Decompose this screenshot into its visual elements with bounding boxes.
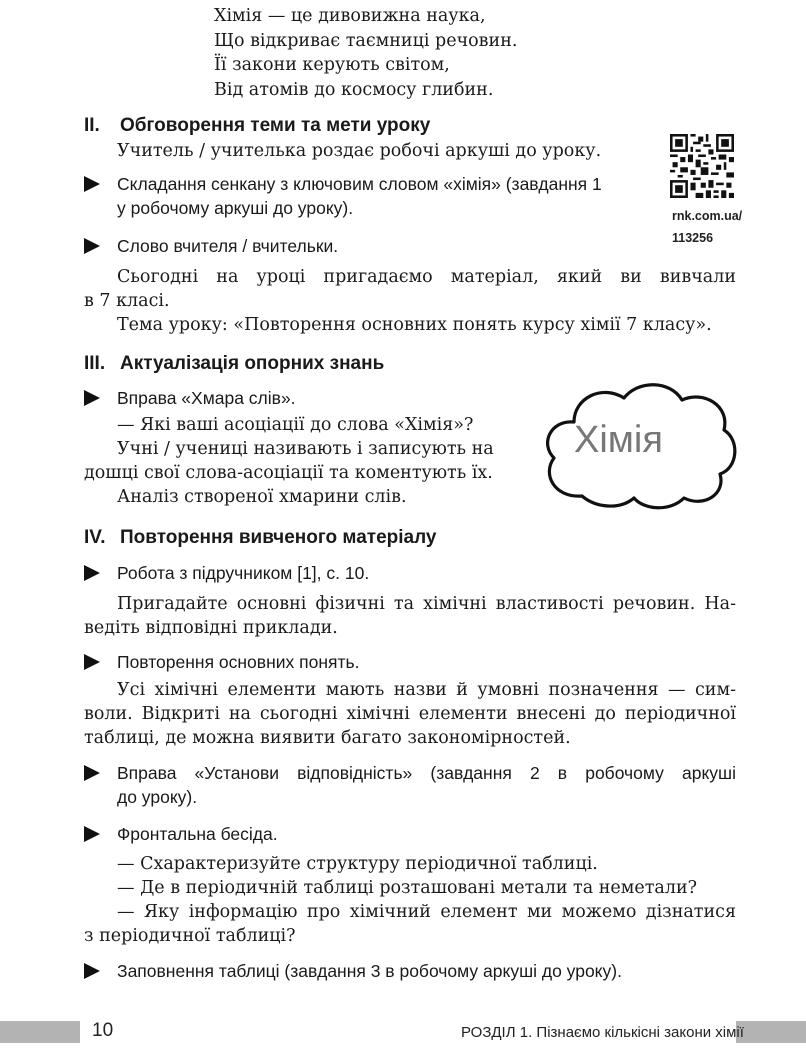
paragraph — [84, 678, 736, 750]
paragraph-line: Учні / учениці називають і записують на — [117, 439, 494, 459]
paragraph — [84, 265, 736, 313]
lesson-topic: Тема уроку: «Повторення основних понять курсу хімії 7 класу». — [117, 315, 712, 335]
footer-bar-left — [0, 1021, 80, 1043]
qr-code-icon — [670, 134, 734, 198]
triangle-bullet-icon — [84, 390, 100, 406]
bullet-text: Заповнення таблиці (завдання 3 в робочому аркуші до уроку). — [117, 961, 622, 981]
triangle-bullet-icon — [84, 238, 100, 254]
paragraph-line: Сьогодні на уроці пригадаємо матеріал, який ви вивчали — [117, 267, 736, 287]
triangle-bullet-icon — [84, 654, 100, 670]
poem-line: Від атомів до космосу глибин. — [214, 79, 494, 100]
bullet-text: Фронтальна бесіда. — [117, 824, 278, 844]
question-line: з періодичної таблиці? — [84, 926, 296, 946]
bullet-text: Вправа «Хмара слів». — [117, 388, 296, 408]
bullet-text: до уроку). — [117, 787, 198, 807]
poem — [214, 4, 517, 102]
bullet-text: Складання сенкану з ключовим словом «хімія» (завдання 1 — [117, 174, 602, 194]
paragraph-line: дошці свої слова-асоціації та коментують їх. — [84, 463, 493, 483]
triangle-bullet-icon — [84, 963, 100, 979]
section-heading-iii — [84, 353, 384, 375]
bullet-item — [0, 650, 806, 676]
cloud-exercise-text — [84, 413, 524, 509]
section-number: IV. — [84, 527, 106, 548]
paragraph-line: Пригадайте основні фізичні та хімічні властивості речовин. На- — [117, 594, 736, 614]
qr-link[interactable] — [672, 205, 742, 249]
triangle-bullet-icon — [84, 765, 100, 781]
paragraph-line: таблиці, де можна виявити багато закономірностей. — [84, 728, 571, 748]
section-number: II. — [84, 115, 100, 136]
paragraph-line: воли. Відкриті на сьогодні хімічні елементи внесені до періодичної — [84, 704, 736, 724]
qr-link-line: rnk.com.ua/ — [672, 209, 743, 223]
footer-bar-right — [736, 1021, 806, 1043]
section-heading-iv — [84, 527, 436, 549]
section-title: Обговорення теми та мети уроку — [120, 115, 431, 136]
bullet-text: у робочому аркуші до уроку). — [117, 198, 354, 218]
cloud-word: Хімія — [574, 419, 663, 461]
poem-line: Хімія — це дивовижна наука, — [214, 6, 486, 26]
questions-list — [84, 852, 736, 948]
bullet-text: Робота з підручником [1], с. 10. — [117, 563, 370, 583]
paragraph-line: в 7 класі. — [84, 291, 170, 311]
paragraph-line: Усі хімічні елементи мають назви й умовні позначення — сим- — [117, 680, 736, 700]
paragraph-line: ведіть відповідні приклади. — [84, 618, 338, 638]
teacher-line: Учитель / учителька роздає робочі аркуші до уроку. — [117, 141, 602, 161]
section-title: Повторення вивченого матеріалу — [120, 527, 437, 548]
bullet-item — [0, 561, 806, 587]
paragraph-line: Аналіз створеної хмарини слів. — [117, 487, 407, 507]
section-title: Актуалізація опорних знань — [120, 353, 385, 374]
section-heading-ii — [84, 115, 430, 137]
triangle-bullet-icon — [84, 176, 100, 192]
triangle-bullet-icon — [84, 565, 100, 581]
page-number: 10 — [92, 1020, 114, 1041]
triangle-bullet-icon — [84, 826, 100, 842]
bullet-text: Слово вчителя / вчительки. — [117, 236, 339, 256]
poem-line: Її закони керують світом, — [214, 55, 450, 75]
paragraph-line: — Які ваші асоціації до слова «Хімія»? — [117, 415, 474, 435]
bullet-text: Вправа «Установи відповідність» (завдання 2 в робочому аркуші — [117, 763, 736, 783]
question-line: — Схарактеризуйте структуру періодичної таблиці. — [117, 854, 598, 874]
poem-line: Що відкриває таємниці речовин. — [214, 30, 518, 51]
bullet-item — [0, 959, 806, 985]
section-number: III. — [84, 353, 106, 374]
qr-link-line: 113256 — [672, 231, 714, 245]
paragraph — [84, 592, 736, 640]
question-line: — Де в періодичній таблиці розташовані метали та неметали? — [117, 878, 698, 898]
bullet-item — [0, 822, 806, 848]
footer-section-title: РОЗДІЛ 1. Пізнаємо кількісні закони хімії — [461, 1024, 744, 1041]
bullet-item — [0, 761, 806, 813]
question-line: — Яку інформацію про хімічний елемент ми можемо дізнатися — [117, 902, 736, 922]
bullet-text: Повторення основних понять. — [117, 652, 360, 672]
word-cloud — [540, 378, 740, 510]
